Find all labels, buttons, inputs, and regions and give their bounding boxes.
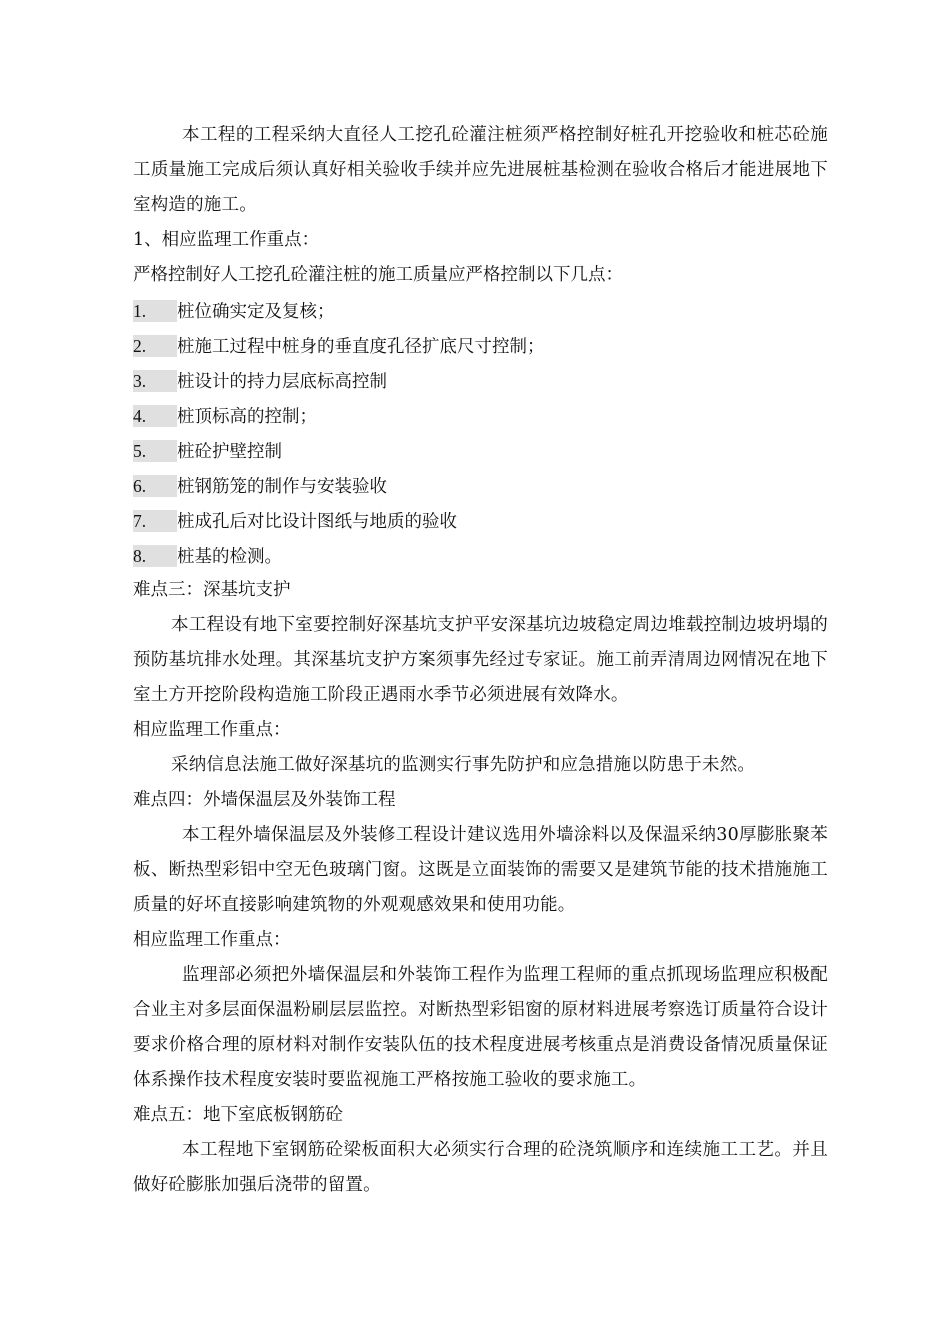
list-item-text: 桩基的检测。: [177, 547, 282, 567]
list-item-number: 4.: [133, 405, 177, 427]
difficulty3-focus-paragraph: 采纳信息法施工做好深基坑的监测实行事先防护和应急措施以防患于未然。: [171, 755, 756, 775]
list-item-number: 1.: [133, 300, 177, 322]
document-body: [133, 118, 828, 1203]
difficulty4-paragraph: 本工程外墙保温层及外装修工程设计建议选用外墙涂料以及保温采纳30厚膨胀聚苯板、断热型彩铝中空无色玻璃门窗。这既是立面装饰的需要又是建筑节能的技术措施施工质量的好坏直接影响建筑物的外观观感效果和使用功能。: [133, 825, 828, 915]
list-item-text: 桩钢筋笼的制作与安装验收: [177, 477, 387, 497]
list-item-number: 8.: [133, 545, 177, 567]
list-item: [133, 293, 828, 328]
list-item: [133, 468, 828, 503]
difficulty5-paragraph: 本工程地下室钢筋砼梁板面积大必须实行合理的砼浇筑顺序和连续施工工艺。并且做好砼膨胀加强后浇带的留置。: [133, 1140, 828, 1195]
difficulty3-paragraph: 本工程设有地下室要控制好深基坑支护平安深基坑边坡稳定周边堆载控制边坡坍塌的预防基坑排水处理。其深基坑支护方案须事先经过专家证。施工前弄清周边网情况在地下室土方开挖阶段构造施工阶段正遇雨水季节必须进展有效降水。: [133, 615, 828, 705]
list-item-number: 7.: [133, 510, 177, 532]
list-item-text: 桩位确实定及复核；: [177, 302, 335, 322]
difficulty3-heading: 难点三：深基坑支护: [133, 580, 291, 600]
list-item-number: 5.: [133, 440, 177, 462]
list-item: [133, 503, 828, 538]
list-item-text: 桩成孔后对比设计图纸与地质的验收: [177, 512, 457, 532]
section1-list: [133, 293, 828, 573]
list-item: [133, 538, 828, 573]
list-item-text: 桩砼护壁控制: [177, 442, 282, 462]
difficulty4-heading: 难点四：外墙保温层及外装饰工程: [133, 790, 396, 810]
list-item-number: 6.: [133, 475, 177, 497]
difficulty3-focus-heading: 相应监理工作重点：: [133, 720, 291, 740]
list-item: [133, 363, 828, 398]
list-item-text: 桩设计的持力层底标高控制: [177, 372, 387, 392]
list-item: [133, 398, 828, 433]
section1-lead: 严格控制好人工挖孔砼灌注桩的施工质量应严格控制以下几点：: [133, 265, 623, 285]
difficulty4-focus-heading: 相应监理工作重点：: [133, 930, 291, 950]
difficulty5-heading: 难点五：地下室底板钢筋砼: [133, 1105, 343, 1125]
intro-paragraph: 本工程的工程采纳大直径人工挖孔砼灌注桩须严格控制好桩孔开挖验收和桩芯砼施工质量施工完成后须认真好相关验收手续并应先进展桩基检测在验收合格后才能进展地下室构造的施工。: [133, 125, 828, 215]
list-item-text: 桩顶标高的控制；: [177, 407, 317, 427]
list-item-number: 3.: [133, 370, 177, 392]
section1-heading: 1、相应监理工作重点：: [133, 230, 320, 250]
list-item: [133, 433, 828, 468]
difficulty4-focus-paragraph: 监理部必须把外墙保温层和外装饰工程作为监理工程师的重点抓现场监理应积极配合业主对多层面保温粉刷层层监控。对断热型彩铝窗的原材料进展考察选订质量符合设计要求价格合理的原材料对制作安装队伍的技术程度进展考核重点是消费设备情况质量保证体系操作技术程度安装时要监视施工严格按施工验收的要求施工。: [133, 965, 828, 1090]
list-item: [133, 328, 828, 363]
list-item-text: 桩施工过程中桩身的垂直度孔径扩底尺寸控制；: [177, 337, 545, 357]
list-item-number: 2.: [133, 335, 177, 357]
